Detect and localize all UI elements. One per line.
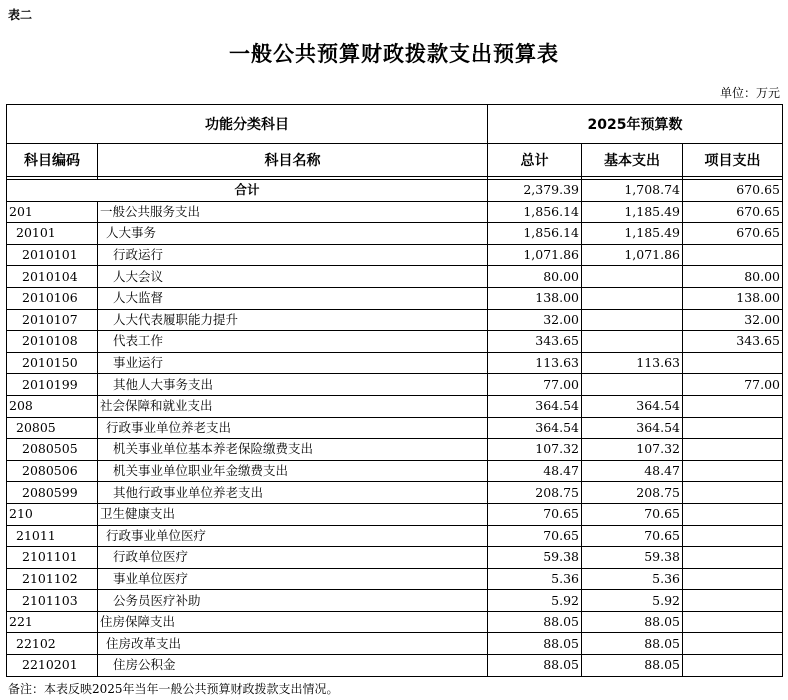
name-cell: 事业运行 — [98, 352, 488, 374]
table-row — [7, 395, 783, 417]
basic-cell: 48.47 — [582, 460, 683, 482]
basic-cell: 1,071.86 — [582, 244, 683, 266]
name-cell: 行政事业单位养老支出 — [98, 417, 488, 439]
total-cell: 343.65 — [488, 331, 582, 353]
code-cell: 2080599 — [7, 482, 98, 504]
name-cell: 一般公共服务支出 — [98, 201, 488, 223]
project-cell — [683, 525, 783, 547]
code-cell: 2101101 — [7, 547, 98, 569]
table-row — [7, 417, 783, 439]
basic-cell: 70.65 — [582, 525, 683, 547]
code-cell: 2210201 — [7, 655, 98, 677]
total-cell: 107.32 — [488, 439, 582, 461]
footnote: 备注：本表反映2025年当年一般公共预算财政拨款支出情况。 — [8, 682, 339, 696]
table-row — [7, 244, 783, 266]
name-cell: 人大监督 — [98, 287, 488, 309]
table-row — [7, 352, 783, 374]
table-row — [7, 482, 783, 504]
name-cell: 行政单位医疗 — [98, 547, 488, 569]
basic-cell: 5.36 — [582, 568, 683, 590]
budget-table — [6, 104, 783, 677]
basic-cell: 208.75 — [582, 482, 683, 504]
basic-cell: 5.92 — [582, 590, 683, 612]
table-row — [7, 525, 783, 547]
total-cell: 70.65 — [488, 525, 582, 547]
table-row — [7, 503, 783, 525]
basic-cell: 364.54 — [582, 395, 683, 417]
project-cell — [683, 655, 783, 677]
total-row — [7, 180, 783, 202]
basic-cell: 88.05 — [582, 655, 683, 677]
table-row — [7, 201, 783, 223]
page-title: 一般公共预算财政拨款支出预算表 — [229, 41, 559, 66]
project-cell: 670.65 — [683, 223, 783, 245]
code-cell: 2010104 — [7, 266, 98, 288]
total-label: 合计 — [7, 180, 488, 202]
code-cell: 2010106 — [7, 287, 98, 309]
basic-cell: 1,185.49 — [582, 201, 683, 223]
table-row — [7, 374, 783, 396]
table-row — [7, 223, 783, 245]
total-cell: 80.00 — [488, 266, 582, 288]
total-cell: 364.54 — [488, 395, 582, 417]
code-cell: 221 — [7, 611, 98, 633]
name-cell: 行政运行 — [98, 244, 488, 266]
basic-cell: 88.05 — [582, 611, 683, 633]
total-cell: 77.00 — [488, 374, 582, 396]
project-cell: 670.65 — [683, 180, 783, 202]
table-row — [7, 655, 783, 677]
project-cell — [683, 611, 783, 633]
table-row — [7, 568, 783, 590]
name-cell: 机关事业单位基本养老保险缴费支出 — [98, 439, 488, 461]
basic-cell: 1,708.74 — [582, 180, 683, 202]
project-cell — [683, 352, 783, 374]
basic-cell: 107.32 — [582, 439, 683, 461]
name-cell: 人大事务 — [98, 223, 488, 245]
code-cell: 22102 — [7, 633, 98, 655]
name-cell: 代表工作 — [98, 331, 488, 353]
code-cell: 210 — [7, 503, 98, 525]
code-cell: 20805 — [7, 417, 98, 439]
basic-cell: 364.54 — [582, 417, 683, 439]
project-cell: 80.00 — [683, 266, 783, 288]
project-cell: 32.00 — [683, 309, 783, 331]
total-cell: 364.54 — [488, 417, 582, 439]
project-cell — [683, 482, 783, 504]
total-cell: 70.65 — [488, 503, 582, 525]
project-cell — [683, 439, 783, 461]
name-cell: 住房改革支出 — [98, 633, 488, 655]
table-row — [7, 590, 783, 612]
project-cell: 77.00 — [683, 374, 783, 396]
total-cell: 5.92 — [488, 590, 582, 612]
total-cell: 48.47 — [488, 460, 582, 482]
basic-cell: 88.05 — [582, 633, 683, 655]
project-cell — [683, 244, 783, 266]
header-project: 项目支出 — [683, 144, 783, 177]
name-cell: 社会保障和就业支出 — [98, 395, 488, 417]
table-row — [7, 460, 783, 482]
table-row — [7, 309, 783, 331]
name-cell: 住房公积金 — [98, 655, 488, 677]
total-cell: 1,856.14 — [488, 201, 582, 223]
code-cell: 2080505 — [7, 439, 98, 461]
code-cell: 2010199 — [7, 374, 98, 396]
code-cell: 2010150 — [7, 352, 98, 374]
name-cell: 人大会议 — [98, 266, 488, 288]
project-cell — [683, 395, 783, 417]
table-row — [7, 611, 783, 633]
total-cell: 32.00 — [488, 309, 582, 331]
total-cell: 2,379.39 — [488, 180, 582, 202]
code-cell: 2101102 — [7, 568, 98, 590]
header-code: 科目编码 — [7, 144, 98, 177]
project-cell — [683, 633, 783, 655]
table-row — [7, 439, 783, 461]
total-cell: 88.05 — [488, 611, 582, 633]
code-cell: 2101103 — [7, 590, 98, 612]
basic-cell: 59.38 — [582, 547, 683, 569]
project-cell: 138.00 — [683, 287, 783, 309]
name-cell: 公务员医疗补助 — [98, 590, 488, 612]
basic-cell — [582, 331, 683, 353]
project-cell — [683, 460, 783, 482]
total-cell: 208.75 — [488, 482, 582, 504]
name-cell: 事业单位医疗 — [98, 568, 488, 590]
basic-cell — [582, 309, 683, 331]
project-cell — [683, 547, 783, 569]
header-basic: 基本支出 — [582, 144, 683, 177]
table-row — [7, 547, 783, 569]
project-cell: 343.65 — [683, 331, 783, 353]
unit-label: 单位：万元 — [719, 86, 780, 100]
basic-cell — [582, 266, 683, 288]
code-cell: 2010107 — [7, 309, 98, 331]
code-cell: 2010108 — [7, 331, 98, 353]
header-name: 科目名称 — [98, 144, 488, 177]
total-cell: 113.63 — [488, 352, 582, 374]
name-cell: 行政事业单位医疗 — [98, 525, 488, 547]
table-number-label: 表二 — [8, 8, 33, 22]
project-cell — [683, 590, 783, 612]
code-cell: 201 — [7, 201, 98, 223]
name-cell: 住房保障支出 — [98, 611, 488, 633]
total-cell: 88.05 — [488, 655, 582, 677]
code-cell: 20101 — [7, 223, 98, 245]
name-cell: 其他人大事务支出 — [98, 374, 488, 396]
project-cell: 670.65 — [683, 201, 783, 223]
basic-cell — [582, 374, 683, 396]
name-cell: 卫生健康支出 — [98, 503, 488, 525]
table-row — [7, 287, 783, 309]
total-cell: 88.05 — [488, 633, 582, 655]
project-cell — [683, 568, 783, 590]
name-cell: 机关事业单位职业年金缴费支出 — [98, 460, 488, 482]
total-cell: 59.38 — [488, 547, 582, 569]
total-cell: 5.36 — [488, 568, 582, 590]
basic-cell: 70.65 — [582, 503, 683, 525]
header-function-category: 功能分类科目 — [7, 105, 488, 144]
code-cell: 21011 — [7, 525, 98, 547]
name-cell: 人大代表履职能力提升 — [98, 309, 488, 331]
basic-cell — [582, 287, 683, 309]
basic-cell: 113.63 — [582, 352, 683, 374]
code-cell: 208 — [7, 395, 98, 417]
total-cell: 1,071.86 — [488, 244, 582, 266]
table-row — [7, 266, 783, 288]
total-cell: 1,856.14 — [488, 223, 582, 245]
name-cell: 其他行政事业单位养老支出 — [98, 482, 488, 504]
total-cell: 138.00 — [488, 287, 582, 309]
code-cell: 2010101 — [7, 244, 98, 266]
table-row — [7, 331, 783, 353]
header-total: 总计 — [488, 144, 582, 177]
basic-cell: 1,185.49 — [582, 223, 683, 245]
project-cell — [683, 503, 783, 525]
table-row — [7, 633, 783, 655]
code-cell: 2080506 — [7, 460, 98, 482]
project-cell — [683, 417, 783, 439]
header-budget-2025: 2025年预算数 — [488, 105, 783, 144]
